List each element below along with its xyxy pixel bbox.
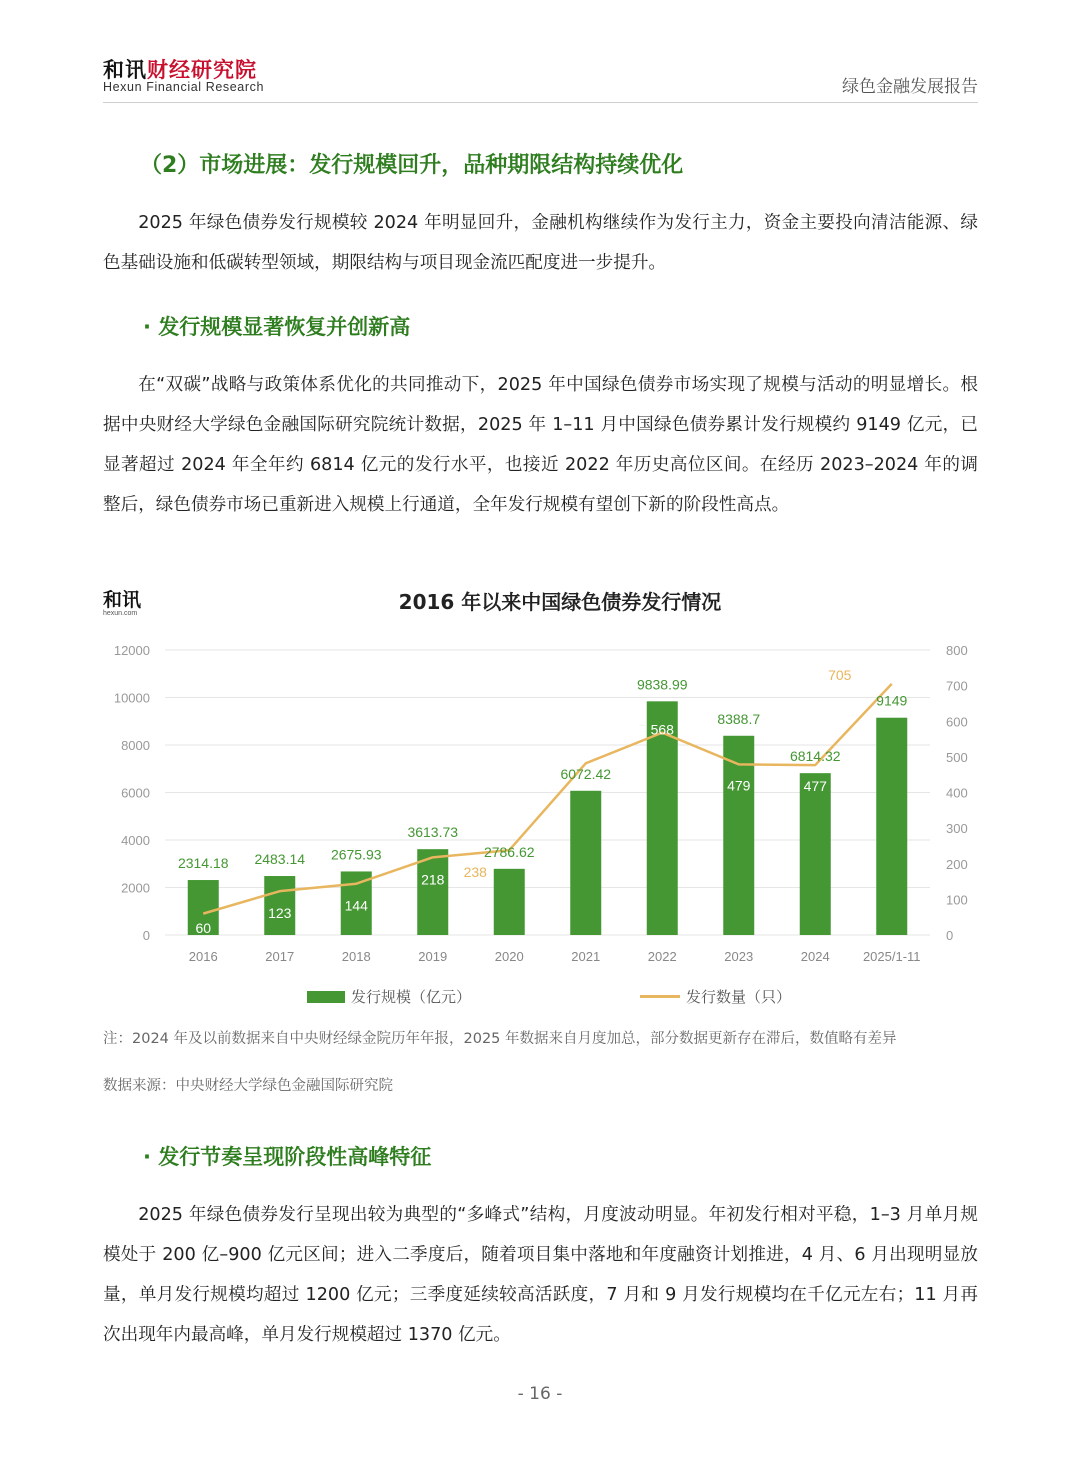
chart-source: 数据来源：中央财经大学绿色金融国际研究院 [103, 1078, 393, 1094]
bar-value-label: 8388.7 [717, 710, 761, 727]
x-tick-label: 2019 [418, 949, 448, 964]
y-right-tick-label: 500 [946, 749, 968, 765]
y-right-tick-label: 600 [946, 714, 968, 730]
intro-paragraph [103, 203, 978, 283]
legend-bar-swatch [307, 991, 345, 1003]
bar [800, 773, 831, 935]
bond-issuance-chart [100, 630, 980, 975]
subsection2-title: · 发行节奏呈现阶段性高峰特征 [143, 1145, 432, 1169]
subsection1-title: · 发行规模显著恢复并创新高 [143, 315, 411, 339]
legend-line [640, 986, 791, 1007]
line-value-label: 238 [463, 864, 487, 881]
page-header [103, 52, 978, 103]
bar-value-label: 2483.14 [254, 851, 306, 868]
logo-research-text: 财经研究院 [147, 58, 257, 82]
subsection2-paragraph [103, 1195, 978, 1355]
bar-value-label: 3613.73 [407, 824, 459, 841]
chart-logo-sub: hexun.com [103, 610, 138, 617]
x-tick-label: 2016 [188, 949, 218, 964]
chart-logo-main: 和讯 [103, 589, 142, 611]
bar [494, 869, 525, 935]
x-tick-label: 2021 [571, 949, 601, 964]
chart-title: 2016 年以来中国绿色债券发行情况 [398, 590, 722, 614]
y-left-tick-label: 6000 [121, 785, 150, 801]
line-value-label: 60 [195, 920, 212, 936]
x-tick-label: 2017 [265, 949, 295, 964]
legend-bar-label: 发行规模（亿元） [351, 988, 472, 1006]
line-value-label: 477 [803, 778, 827, 795]
y-left-tick-label: 0 [142, 928, 150, 943]
subsection2-text: 2025 年绿色债券发行呈现出较为典型的“多峰式”结构，月度波动明显。年初发行相对平稳，1–3 月单月规模处于 200 亿–900 亿元区间；进入二季度后，随着项目集中落地和年度融资计划推进，4 月、6 月出现明显放量，单月发行规模均超过 1200 亿元；三季度延续较高活跃度，7 月和 9 月发行规模均在千亿元左右；11 月再次出现年内最高峰，单月发行规模超过 1370 亿元。 [103, 1205, 978, 1345]
page-number: - 16 - [517, 1384, 563, 1404]
bar-value-label: 2786.62 [483, 843, 535, 860]
legend-line-label: 发行数量（只） [686, 988, 792, 1006]
line-value-label: 568 [650, 721, 674, 738]
chart-logo [103, 585, 141, 617]
count-line [203, 684, 892, 914]
legend-line-swatch [640, 995, 680, 998]
x-tick-label: 2024 [800, 949, 830, 964]
subsection1-text: 在“双碳”战略与政策体系优化的共同推动下，2025 年中国绿色债券市场实现了规模与活动的明显增长。根据中央财经大学绿色金融国际研究院统计数据，2025 年 1–11 月中国绿色债券累计发行规模约 9149 亿元，已显著超过 2024 年全年约 6814 亿元的发行水平，也接近 2022 年历史高位区间。在经历 2023–2024 年的调整后，绿色债券市场已重新进入规模上行通道，全年发行规模有望创下新的阶段性高点。 [103, 375, 978, 515]
bar-value-label: 9149 [876, 692, 908, 709]
y-right-tick-label: 0 [946, 928, 954, 943]
line-value-label: 123 [268, 905, 292, 922]
logo-hexun-text: 和讯 [103, 58, 147, 82]
logo-english: Hexun Financial Research [103, 80, 265, 94]
bar-value-label: 6814.32 [789, 748, 841, 765]
bar [570, 791, 601, 935]
intro-text: 2025 年绿色债券发行规模较 2024 年明显回升，金融机构继续作为发行主力，资金主要投向清洁能源、绿色基础设施和低碳转型领域，期限结构与项目现金流匹配度进一步提升。 [103, 213, 978, 273]
x-tick-label: 2025/1-11 [862, 949, 921, 964]
bar-value-label: 2314.18 [177, 855, 229, 872]
x-tick-label: 2022 [647, 949, 677, 964]
y-right-tick-label: 100 [946, 892, 968, 908]
section-title: （2）市场进展：发行规模回升，品种期限结构持续优化 [140, 153, 684, 178]
x-tick-label: 2018 [341, 949, 371, 964]
line-value-label: 705 [828, 666, 852, 683]
line-value-label: 144 [344, 897, 368, 914]
y-left-tick-label: 4000 [121, 833, 150, 848]
y-left-tick-label: 2000 [121, 880, 150, 896]
subsection1-paragraph [103, 365, 978, 525]
y-right-tick-label: 700 [946, 678, 968, 694]
x-tick-label: 2023 [724, 949, 754, 964]
y-right-tick-label: 200 [946, 856, 968, 872]
x-tick-label: 2020 [494, 949, 524, 964]
bar [876, 718, 907, 935]
y-right-tick-label: 400 [946, 785, 968, 801]
y-right-tick-label: 300 [946, 821, 968, 837]
y-right-tick-label: 800 [946, 643, 968, 658]
chart-note: 注：2024 年及以前数据来自中央财经绿金院历年年报，2025 年数据来自月度加总，部分数据更新存在滞后，数值略有差异 [103, 1031, 897, 1047]
bar-value-label: 6072.42 [560, 765, 612, 782]
y-left-tick-label: 12000 [113, 643, 150, 658]
legend-bar [307, 986, 471, 1007]
line-value-label: 218 [421, 871, 445, 888]
y-left-tick-label: 8000 [121, 738, 150, 753]
bar-value-label: 2675.93 [330, 846, 382, 863]
bar-value-label: 9838.99 [636, 676, 688, 693]
report-name: 绿色金融发展报告 [842, 77, 978, 97]
line-value-label: 479 [727, 777, 751, 794]
y-left-tick-label: 10000 [113, 690, 150, 706]
